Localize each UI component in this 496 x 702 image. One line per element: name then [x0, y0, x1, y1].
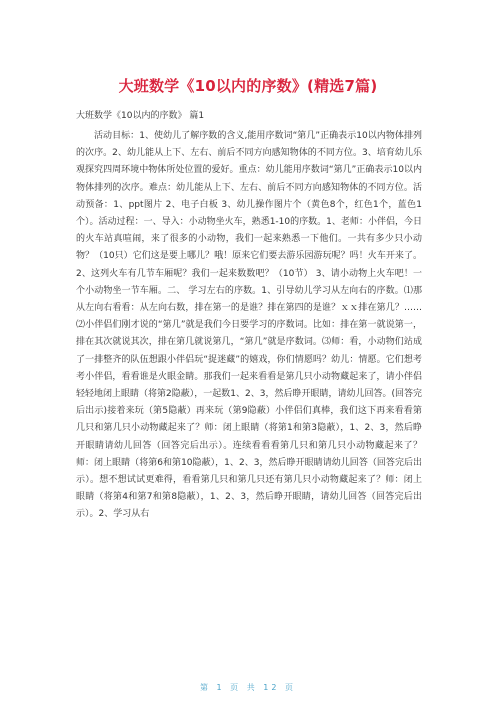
section-heading: 大班数学《10以内的序数》 篇1 — [76, 111, 205, 121]
document-body — [76, 128, 422, 676]
body-paragraph: 活动目标：1、使幼儿了解序数的含义,能用序数词“第几”正确表示10以内物体排列的次序。2、幼儿能从上下、左右、前后不同方向感知物体的不同方位。3、培育幼儿乐观探究四周环境中物体所处位置的爱好。重点：幼儿能用序数词“第几”正确表示10以内物体排列的次序。难点：幼儿能从上下、左右、前后不同方向感知物体的不同方位。活动预备：1、ppt图片 2、电子白板 3、幼儿操作图片个（黄色8个，红色1个，蓝色1个）。活动过程：一、导入：小动物坐火车，熟悉1-10的序数。1、老师：小伴侣，今日的火车站真喧闹，来了很多的小动物，我们一起来熟悉一下他们。一共有多少只小动物？（10只）它们这是要上哪儿？哦！原来它们要去游乐园游玩呢？吗！火车开来了。2、这列火车有几节车厢呢？我们一起来数数吧？（10节） 3、请小动物上火车吧！一个小动物坐一节车厢。二、 学习左右的序数。1、引导幼儿学习从左向右的序数。⑴那从左向右看看：从左向右数，排在第一的是谁？排在第四的是谁？ｘｘ排在第几？……⑵小伴侣们刚才说的“第几”就是我们今日要学习的序数词。比如：排在第一就说第一，排在其次就说其次，排在第几就说第几，“第几”就是序数词。⑶师：看，小动物们站成了一排整齐的队伍想跟小伴侣玩“捉迷藏”的嬉戏，你们情愿吗？幼儿：情愿。它们想考考小伴侣，看看谁是火眼金睛。那我们一起来看看是第几只小动物藏起来了，请小伴侣轻轻地闭上眼睛（将第2隐蔽），一起数1、2、3，然后睁开眼睛，请幼儿回答。(回答完后出示)接着来玩（第5隐蔽）再来玩（第9隐蔽）小伴侣们真棒，我们这下再来看看第几只和第几只小动物藏起来了？师：闭上眼睛（将第1和第3隐蔽），1、2、3，然后睁开眼睛请幼儿回答（回答完后出示）。连续看看看第几只和第几只小动物藏起来了？师：闭上眼睛（将第6和第10隐蔽），1、2、3，然后睁开眼睛请幼儿回答（回答完后出示）。想不想试试更难得，看看第几只和第几只还有第几只小动物藏起来了？师：闭上眼睛（将第4和第7和第8隐蔽），1、2、3，然后睁开眼睛，请幼儿回答（回答完后出示）。2、学习从右 — [76, 131, 422, 520]
page-number-footer: 第 1 页 共 12 页 — [200, 683, 296, 692]
document-title: 大班数学《10以内的序数》(精选7篇) — [118, 77, 378, 95]
